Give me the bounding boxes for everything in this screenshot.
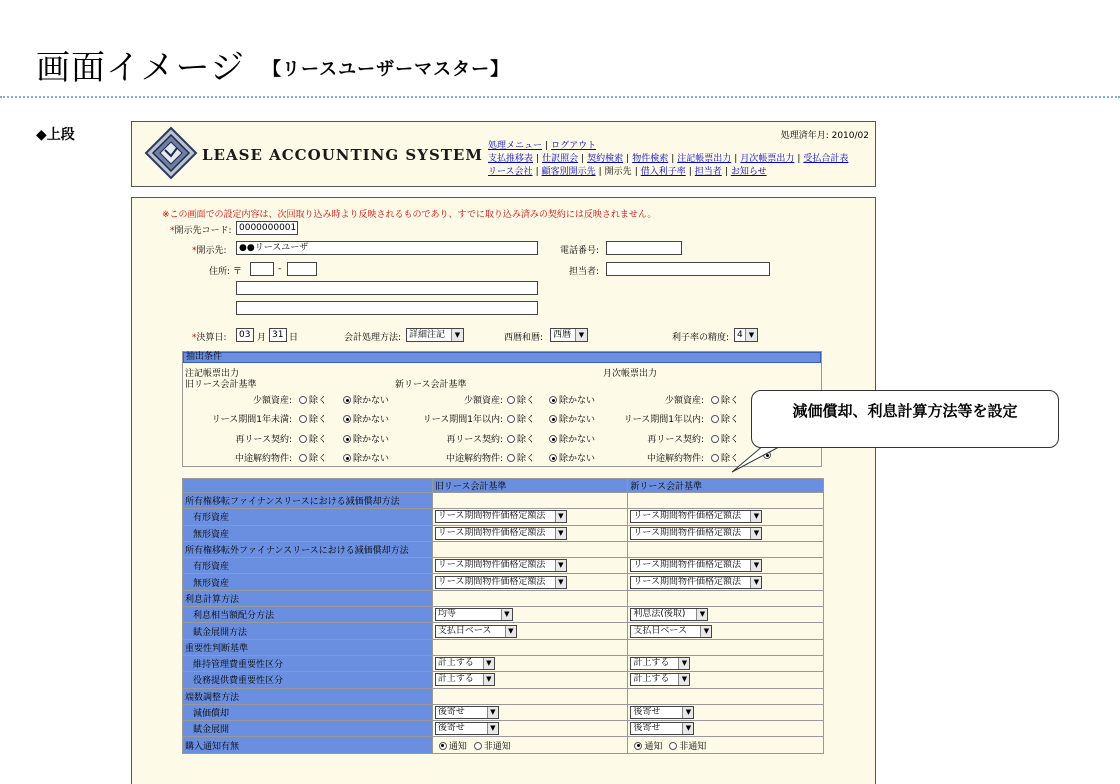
maintenance-select[interactable]: 計上する ▼ — [630, 657, 690, 670]
radio-right-cancel-exclude[interactable]: 除く — [711, 451, 739, 464]
radio-mid-small-exclude[interactable]: 除く — [507, 393, 535, 406]
rounding-select[interactable]: 後寄せ ▼ — [435, 722, 499, 735]
extract-conditions — [182, 351, 822, 467]
nav-receipt-total[interactable]: 受払合計表 — [803, 154, 849, 164]
processed-value: 2010/02 — [831, 131, 869, 141]
extract-left-period: リース期間1年未満: — [211, 415, 292, 425]
closing-month-field[interactable]: 03 — [236, 328, 254, 342]
extract-left-cancel: 中途解約物件: — [234, 454, 292, 464]
extract-mid-cancel: 中途解約物件: — [445, 454, 503, 464]
radio-right-small-exclude[interactable]: 除く — [711, 393, 739, 406]
radio-mid-small-keep[interactable]: 除かない — [549, 393, 595, 406]
radio-left-cancel-exclude[interactable]: 除く — [299, 451, 327, 464]
extract-right-period: リース期間1年以内: — [623, 415, 704, 425]
table-row — [183, 493, 824, 509]
note-output-label: 注記帳票出力 — [185, 369, 240, 379]
maintenance-select[interactable]: 計上する ▼ — [435, 657, 495, 670]
table-row — [183, 737, 824, 753]
nav-lessor[interactable]: リース会社 — [488, 167, 533, 177]
group-rounding: 端数調整方法 — [183, 688, 433, 704]
row-tangible-1: 有形資産 — [183, 509, 433, 525]
radio-left-release-exclude[interactable]: 除く — [299, 432, 327, 445]
address-label: 住所: 〒 — [209, 267, 242, 277]
precision-label: 利子率の精度: — [672, 333, 730, 343]
extract-header: 抽出条件 — [183, 352, 821, 363]
code-label: *開示先コード: — [170, 226, 232, 236]
table-row — [183, 590, 824, 606]
depr-method-select[interactable]: リース期間物件価格定額法 ▼ — [435, 559, 567, 572]
new-standard-label: 新リース会計基準 — [395, 380, 467, 390]
depr-method-select[interactable]: リース期間物件価格定額法 ▼ — [435, 510, 567, 523]
lease-logo-icon — [144, 126, 198, 180]
interest-allocation-select[interactable]: 均等 ▼ — [435, 608, 513, 621]
zip2-field[interactable] — [287, 262, 317, 276]
radio-no-notify[interactable]: 非通知 — [474, 742, 511, 752]
slide-title — [36, 40, 509, 89]
nav-menu[interactable]: 処理メニュー — [488, 141, 543, 151]
system-name: LEASE ACCOUNTING SYSTEM — [202, 146, 483, 164]
table-row — [183, 558, 824, 574]
row-tangible-2: 有形資産 — [183, 558, 433, 574]
address1-field[interactable] — [236, 281, 538, 295]
grid-header-blank — [183, 479, 433, 493]
table-row — [183, 704, 824, 720]
radio-left-cancel-keep[interactable]: 除かない — [343, 451, 389, 464]
nav-asset[interactable]: 物件検索 — [632, 154, 669, 164]
slide-subtitle: 【リースユーザーマスター】 — [262, 59, 510, 80]
zip-dash: - — [278, 264, 282, 274]
old-standard-label: 旧リース会計基準 — [185, 380, 257, 390]
contact-field[interactable] — [606, 262, 770, 276]
calendar-select[interactable]: 西暦 ▼ — [550, 328, 588, 342]
table-row — [183, 574, 824, 590]
installment-select[interactable]: 支払日ベース ▼ — [630, 625, 712, 638]
grid-header-old: 旧リース会計基準 — [432, 479, 628, 493]
table-row — [183, 639, 824, 655]
precision-select[interactable]: 4 ▼ — [734, 328, 758, 342]
extract-mid-small: 少額資産: — [463, 396, 503, 406]
nav-disclosure-current: 開示先 — [604, 167, 632, 177]
table-row — [183, 541, 824, 557]
installment-select[interactable]: 支払日ベース ▼ — [435, 625, 517, 638]
nav-contract[interactable]: 契約検索 — [587, 154, 624, 164]
rounding-select[interactable]: 後寄せ ▼ — [630, 722, 694, 735]
accounting-select[interactable]: 詳細注記 ▼ — [406, 328, 464, 342]
contact-label: 担当者: — [569, 267, 600, 277]
nav-monthly-report[interactable]: 月次帳票出力 — [740, 154, 795, 164]
table-row — [183, 607, 824, 623]
day-unit: 日 — [289, 333, 299, 343]
group-ownership-transfer: 所有権移転ファイナンスリースにおける減価償却方法 — [183, 493, 433, 509]
row-rounding-depreciation: 減価償却 — [183, 704, 433, 720]
callout-box: 減価償却、利息計算方法等を設定 — [751, 390, 1059, 448]
extract-left-small: 少額資産: — [252, 396, 292, 406]
radio-left-small-keep[interactable]: 除かない — [343, 393, 389, 406]
grid-header-new: 新リース会計基準 — [628, 479, 824, 493]
phone-field[interactable] — [606, 241, 682, 255]
group-interest: 利息計算方法 — [183, 590, 433, 606]
table-row — [183, 655, 824, 671]
nav-staff[interactable]: 担当者 — [694, 167, 722, 177]
rounding-select[interactable]: 後寄せ ▼ — [435, 706, 499, 719]
row-interest-allocation: 利息相当額配分方法 — [183, 607, 433, 623]
radio-left-period-exclude[interactable]: 除く — [299, 412, 327, 425]
extract-right-cancel: 中途解約物件: — [646, 454, 704, 464]
grid-header-row — [183, 479, 824, 493]
depr-method-select[interactable]: リース期間物件価格定額法 ▼ — [630, 576, 762, 589]
title-divider — [0, 96, 1120, 98]
section-label: ◆上段 — [36, 127, 75, 143]
extract-mid-release: 再リース契約: — [446, 435, 503, 445]
table-row — [183, 688, 824, 704]
radio-left-period-keep[interactable]: 除かない — [343, 412, 389, 425]
extract-right-release: 再リース契約: — [647, 435, 704, 445]
rounding-select[interactable]: 後寄せ ▼ — [630, 706, 694, 719]
row-rounding-installment: 賦金展開 — [183, 721, 433, 737]
depr-method-select[interactable]: リース期間物件価格定額法 ▼ — [435, 576, 567, 589]
settings-grid — [182, 478, 824, 754]
depr-method-select[interactable]: リース期間物件価格定額法 ▼ — [630, 559, 762, 572]
radio-mid-cancel-exclude[interactable]: 除く — [507, 451, 535, 464]
closing-label: *決算日: — [192, 333, 227, 343]
group-materiality: 重要性判断基準 — [183, 639, 433, 655]
closing-day-field[interactable]: 31 — [269, 328, 287, 342]
radio-mid-cancel-keep[interactable]: 除かない — [549, 451, 595, 464]
group-non-transfer: 所有権移転外ファイナンスリースにおける減価償却方法 — [183, 541, 433, 557]
radio-mid-release-exclude[interactable]: 除く — [507, 432, 535, 445]
radio-right-release-exclude[interactable]: 除く — [711, 432, 739, 445]
row-maintenance-materiality: 維持管理費重要性区分 — [183, 655, 433, 671]
phone-label: 電話番号: — [560, 246, 600, 256]
accounting-label: 会計処理方法: — [344, 333, 402, 343]
table-row — [183, 623, 824, 639]
nav-logout[interactable]: ログアウト — [551, 141, 597, 151]
notice-text: ※この画面での設定内容は、次回取り込み時より反映されるものであり、すでに取り込み済みの契約には反映されません。 — [162, 210, 657, 220]
interest-allocation-select[interactable]: 利息法(後取) ▼ — [630, 608, 708, 621]
table-row — [183, 509, 824, 525]
nav-links: 処理メニュー | ログアウト 支払推移表 | 仕訳照会 | 契約検索 | 物件検索 | 注記帳票出力 | 月次帳票出力 | 受払合計表 リース会社 | 顧客別開示先 | 開示先 | 借入利子率 | 担当者 | お知らせ — [488, 141, 849, 177]
processed-label: 処理済年月: — [780, 131, 829, 141]
app-body — [131, 197, 876, 784]
code-field[interactable]: 0000000001 — [236, 221, 298, 235]
radio-notify[interactable]: 通知 — [634, 742, 662, 752]
radio-mid-period-exclude[interactable]: 除く — [507, 412, 535, 425]
address2-field[interactable] — [236, 301, 538, 315]
name-label: *開示先: — [192, 246, 227, 256]
nav-note-report[interactable]: 注記帳票出力 — [677, 154, 732, 164]
radio-notify[interactable]: 通知 — [439, 742, 467, 752]
table-row — [183, 672, 824, 688]
service-select[interactable]: 計上する ▼ — [630, 673, 690, 686]
table-row — [183, 525, 824, 541]
service-select[interactable]: 計上する ▼ — [435, 673, 495, 686]
nav-journal[interactable]: 仕訳照会 — [542, 154, 579, 164]
monthly-output-label: 月次帳票出力 — [603, 369, 658, 379]
extract-left-release: 再リース契約: — [235, 435, 292, 445]
nav-borrow-rate[interactable]: 借入利子率 — [640, 167, 686, 177]
nav-news[interactable]: お知らせ — [730, 167, 767, 177]
depr-method-select[interactable]: リース期間物件価格定額法 ▼ — [630, 510, 762, 523]
radio-mid-period-keep[interactable]: 除かない — [549, 412, 595, 425]
table-row — [183, 721, 824, 737]
radio-mid-release-keep[interactable]: 除かない — [549, 432, 595, 445]
depr-method-select[interactable]: リース期間物件価格定額法 ▼ — [435, 527, 567, 540]
slide-title-main: 画面イメージ — [36, 48, 245, 88]
radio-left-release-keep[interactable]: 除かない — [343, 432, 389, 445]
radio-no-notify[interactable]: 非通知 — [669, 742, 706, 752]
extract-right-small: 少額資産: — [664, 396, 704, 406]
nav-payment[interactable]: 支払推移表 — [488, 154, 534, 164]
app-header — [131, 121, 876, 187]
nav-customer-disclosure[interactable]: 顧客別開示先 — [541, 167, 596, 177]
calendar-label: 西暦和暦: — [504, 333, 544, 343]
radio-left-small-exclude[interactable]: 除く — [299, 393, 327, 406]
extract-mid-period: リース期間1年以内: — [422, 415, 503, 425]
row-installment-expansion: 賦金展開方法 — [183, 623, 433, 639]
row-intangible-2: 無形資産 — [183, 574, 433, 590]
name-field[interactable]: ●●リースユーザ — [236, 241, 538, 255]
row-service-materiality: 役務提供費重要性区分 — [183, 672, 433, 688]
depr-method-select[interactable]: リース期間物件価格定額法 ▼ — [630, 527, 762, 540]
month-unit: 月 — [257, 333, 267, 343]
group-purchase-notice: 購入通知有無 — [183, 737, 433, 753]
radio-right-period-exclude[interactable]: 除く — [711, 412, 739, 425]
row-intangible-1: 無形資産 — [183, 525, 433, 541]
zip1-field[interactable] — [250, 262, 274, 276]
